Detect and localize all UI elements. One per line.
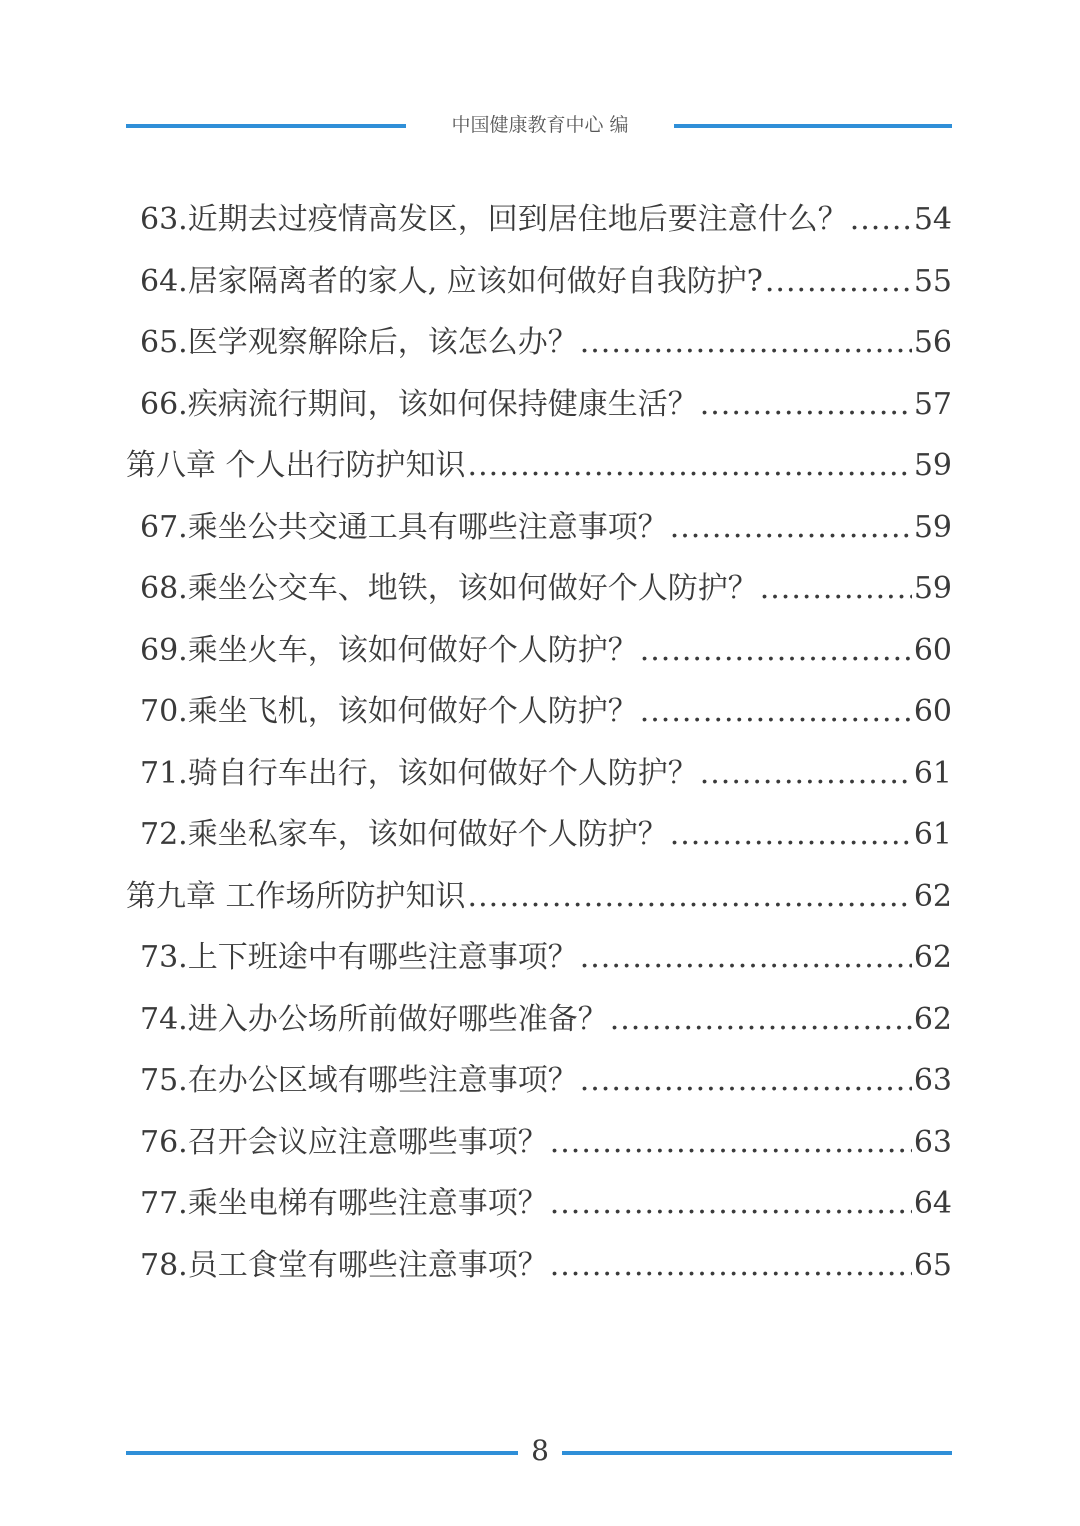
toc-leader-dots [550,1173,912,1235]
toc-entry-title: 69.乘坐火车，该如何做好个人防护？ [140,632,638,668]
toc-chapter-page: 59 [913,448,952,483]
toc-leader-dots [765,251,912,313]
toc-entry[interactable] [126,1112,952,1174]
toc-entry[interactable] [126,189,952,251]
toc-leader-dots [580,927,912,989]
toc-chapter[interactable] [126,435,952,497]
toc-entry-title: 72.乘坐私家车，该如何做好个人防护？ [140,817,668,852]
toc-entry[interactable] [126,620,952,682]
toc-entry-page: 61 [913,755,952,791]
toc-entry-title: 66.疾病流行期间，该如何保持健康生活？ [140,386,698,422]
toc-leader-dots [850,189,912,251]
toc-leader-dots [580,1050,912,1112]
toc-chapter[interactable] [126,866,952,928]
toc-entry[interactable] [126,804,952,866]
toc-leader-dots [610,989,912,1051]
footer-rule-left [126,1451,518,1455]
toc-entry[interactable] [126,681,952,743]
toc-entry-page: 59 [913,571,952,606]
toc-entry-title: 68.乘坐公交车、地铁，该如何做好个人防护？ [140,571,758,606]
toc-entry-title: 64.居家隔离者的家人, 应该如何做好自我防护? [140,263,763,299]
toc-entry[interactable] [126,927,952,989]
toc-entry-page: 55 [913,263,952,299]
toc-entry[interactable] [126,312,952,374]
toc-entry-page: 62 [913,1001,952,1037]
header-rule-right [674,124,952,128]
toc-entry-title: 77.乘坐电梯有哪些注意事项？ [140,1186,548,1221]
toc-leader-dots [640,620,912,682]
toc-entry-page: 56 [913,325,952,360]
toc-entry-page: 54 [913,202,952,237]
toc-leader-dots [550,1235,912,1297]
toc-entry-page: 63 [913,1124,952,1160]
toc-entry[interactable] [126,558,952,620]
toc-leader-dots [670,804,912,866]
toc-entry-title: 67.乘坐公共交通工具有哪些注意事项？ [140,509,668,545]
toc-leader-dots [468,435,912,497]
toc-leader-dots [700,743,912,805]
toc-entry-title: 78.员工食堂有哪些注意事项？ [140,1247,548,1283]
toc-entry[interactable] [126,989,952,1051]
toc-entry-page: 63 [913,1063,952,1098]
toc-chapter-page: 62 [913,878,952,914]
toc-chapter-title: 第八章 个人出行防护知识 [126,448,466,483]
toc-entry[interactable] [126,497,952,559]
toc-entry[interactable] [126,1050,952,1112]
toc-leader-dots [640,681,912,743]
toc-leader-dots [700,374,912,436]
table-of-contents [126,189,952,1296]
toc-entry-title: 76.召开会议应注意哪些事项？ [140,1124,548,1160]
toc-leader-dots [580,312,912,374]
toc-entry-page: 60 [913,694,952,729]
toc-entry-page: 61 [913,817,952,852]
footer-rule-right [562,1451,952,1455]
header-rule-left [126,124,406,128]
toc-entry-page: 57 [913,386,952,422]
toc-entry-page: 64 [913,1186,952,1221]
page-footer [126,1436,952,1476]
toc-entry-title: 75.在办公区域有哪些注意事项？ [140,1063,578,1098]
toc-entry-page: 60 [913,632,952,668]
header-title: 中国健康教育中心 编 [451,114,629,136]
toc-leader-dots [760,558,912,620]
page-header [126,108,952,144]
toc-entry-page: 62 [913,940,952,975]
toc-entry-title: 63.近期去过疫情高发区，回到居住地后要注意什么？ [140,202,848,237]
toc-entry[interactable] [126,251,952,313]
toc-entry-title: 71.骑自行车出行，该如何做好个人防护？ [140,755,698,791]
toc-chapter-title: 第九章 工作场所防护知识 [126,878,466,914]
toc-leader-dots [670,497,912,559]
toc-entry[interactable] [126,1173,952,1235]
toc-leader-dots [550,1112,912,1174]
toc-entry-title: 73.上下班途中有哪些注意事项？ [140,940,578,975]
toc-entry[interactable] [126,374,952,436]
toc-entry-title: 74.进入办公场所前做好哪些准备？ [140,1001,608,1037]
toc-entry[interactable] [126,743,952,805]
toc-entry-title: 70.乘坐飞机，该如何做好个人防护？ [140,694,638,729]
toc-entry[interactable] [126,1235,952,1297]
toc-entry-title: 65.医学观察解除后，该怎么办？ [140,325,578,360]
page-number: 8 [531,1434,549,1467]
toc-entry-page: 65 [913,1247,952,1283]
toc-leader-dots [468,866,912,928]
toc-entry-page: 59 [913,509,952,545]
